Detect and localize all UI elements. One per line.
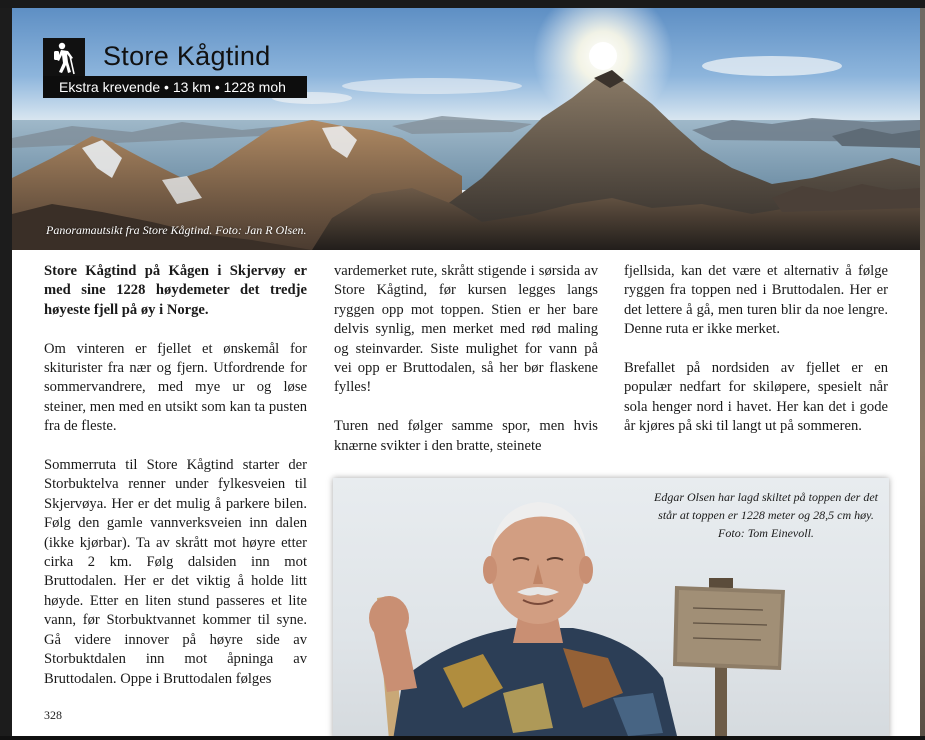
portrait-photo [333, 478, 889, 736]
hiker-icon [43, 38, 85, 80]
photo-caption: Edgar Olsen har lagd skiltet på toppen der det står at toppen er 1228 meter og 28,5 cm høy. Foto: Tom Einevoll. [654, 490, 878, 540]
text-column-3 [624, 262, 888, 456]
paragraph: Sommerruta til Store Kågtind starter der Storbuktelva renner under fylkesveien til Skjervøya. Her er det mulig å parkere bilen. Følg den gamle vannverksveien inn dalen (ikke kjørbar). Ta av skrått mot høyre etter cirka 2 km. Følg dalsiden inn mot Bruttodalen. Her er det viktig å holde litt høyde. Etter en liten stund passeres et lite vann, før Storbuktvannet kommer til syne. Gå videre innover på høyre side av Storbuktdalen inn mot åpninga av Bruttodalen. Oppe i Bruttodalen følges [44, 457, 307, 687]
banner-caption: Panoramautsikt fra Store Kågtind. Foto: Jan R Olsen. [46, 223, 307, 237]
text-column-1 [44, 262, 307, 708]
paragraph: vardemerket rute, skrått stigende i sørsida av Store Kågtind, før kursen legges langs ryggen opp mot toppen. Stien er her bare delvis synlig, men merket med rød maling og steinvarder. Siste mulighet for vann på vei opp er Bruttodalen, så her bør flaskene fylles! [334, 263, 598, 396]
book-page [12, 8, 920, 736]
lead-paragraph: Store Kågtind på Kågen i Skjervøy er med sine 1228 høydemeter det tredje høyeste fjell på øy i Norge. [44, 263, 307, 318]
page-title: Store Kågtind [103, 41, 271, 71]
paragraph: fjellsida, kan det være et alternativ å følge ryggen fra toppen ned i Bruttodalen. Her er det lettere å gå, men turen blir da noe lengre. Denne ruta er ikke merket. [624, 263, 888, 338]
paragraph: Brefallet på nordsiden av fjellet er en populær nedfart for skiløpere, spesielt når sola henger nord i havet. Her kan det i gode år kjøres på ski til langt ut på sommeren. [624, 360, 888, 435]
route-title-box [43, 38, 307, 98]
page-number: 328 [44, 708, 62, 722]
route-summary: Ekstra krevende • 13 km • 1228 moh [43, 76, 307, 98]
viewer-top-bar [0, 0, 925, 8]
next-page-edge [920, 8, 925, 740]
paragraph: Om vinteren er fjellet et ønskemål for skiturister fra nær og fjern. Utfordrende for sommervandrere, med mye ur og løse steiner, men med en utsikt som kan ta pusten fra de fleste. [44, 340, 307, 435]
panorama-banner [12, 8, 920, 250]
text-column-2 [334, 262, 598, 475]
viewer-bottom-bar [0, 736, 925, 740]
paragraph: Turen ned følger samme spor, men hvis knærne svikter i den bratte, steinete [334, 418, 598, 454]
